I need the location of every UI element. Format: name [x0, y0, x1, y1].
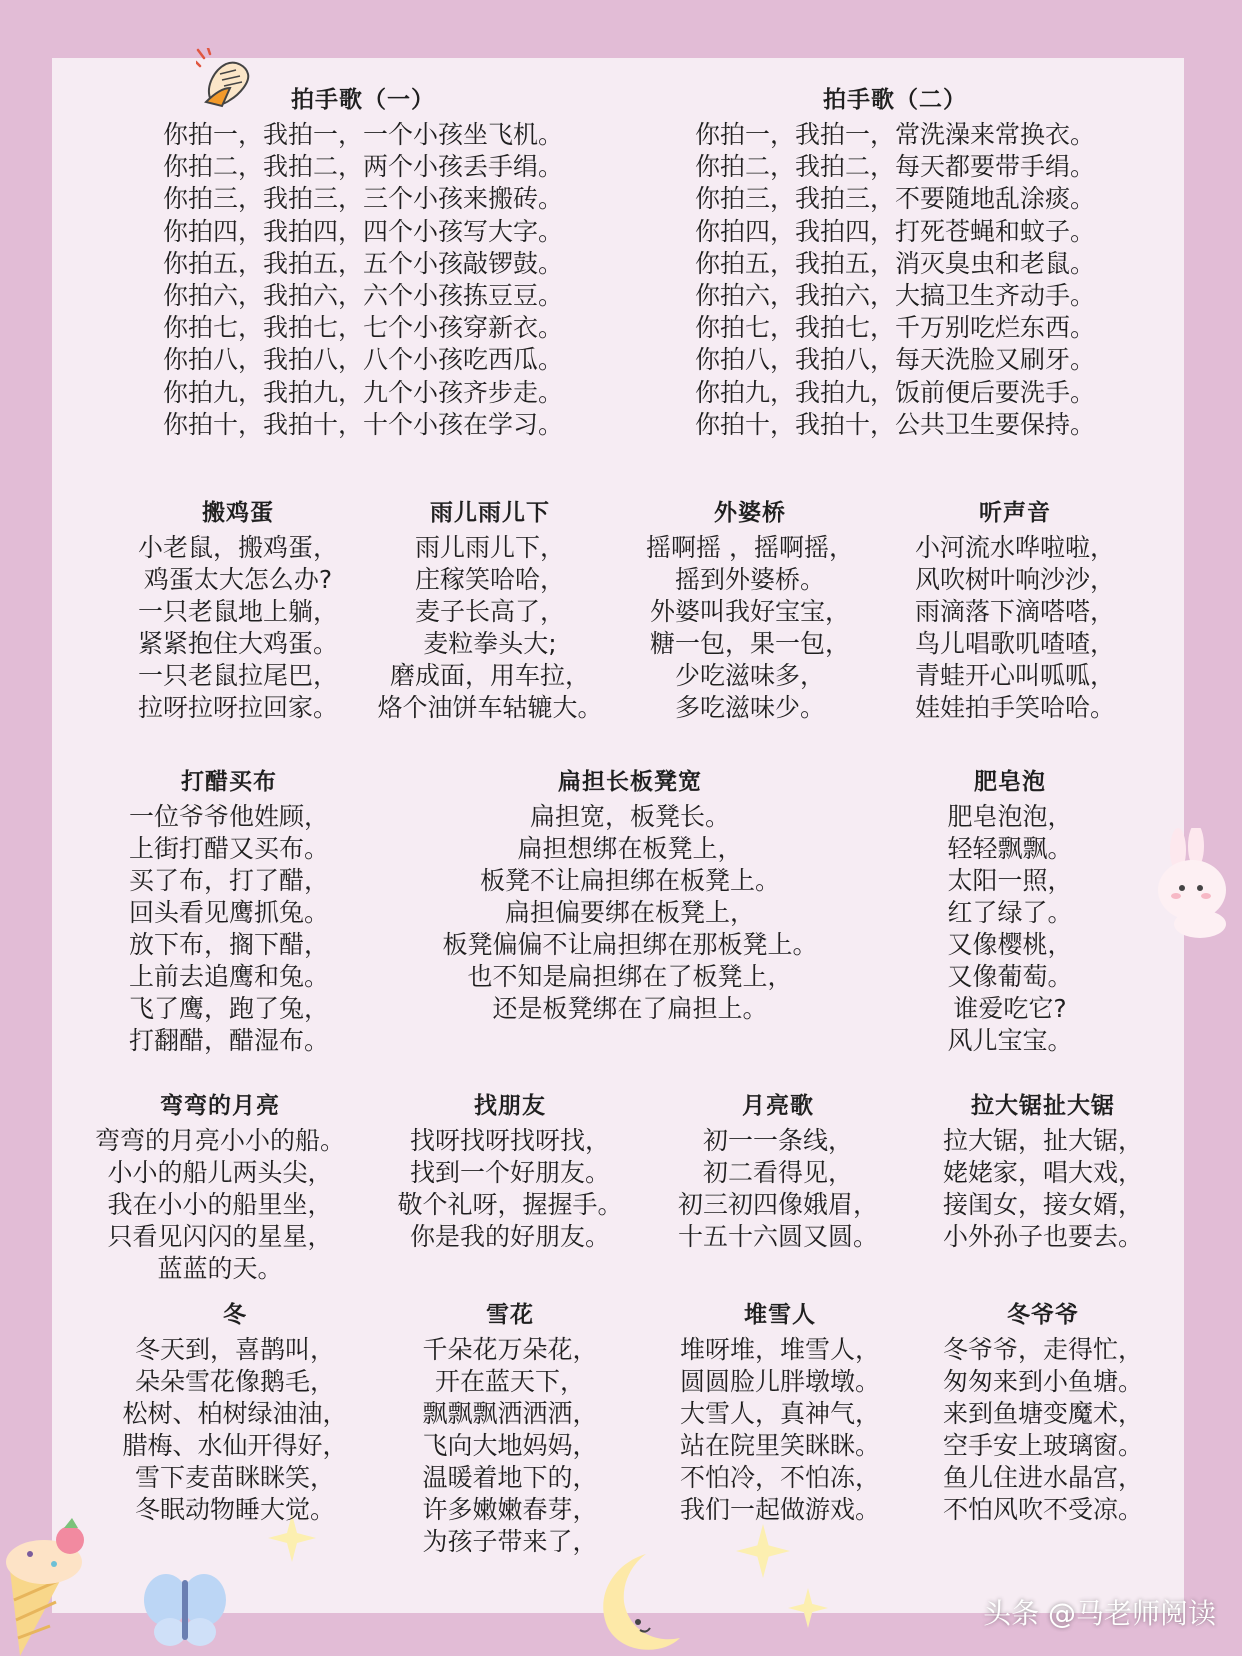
- poem-line: 雨滴落下滴嗒嗒，: [914, 597, 1115, 626]
- poem-line: 轻轻飘飘。: [947, 834, 1073, 863]
- poem-title: 扁担长板凳宽: [558, 769, 702, 795]
- poem-title: 冬爷爷: [1007, 1302, 1079, 1328]
- poem-line: 飞了鹰，跑了兔，: [128, 994, 329, 1023]
- poem-line: 蓝蓝的天。: [157, 1254, 283, 1283]
- poem-rain: [360, 498, 620, 724]
- poem-line: 初二看得见，: [702, 1158, 853, 1187]
- poem-line: 初一一条线，: [702, 1126, 853, 1155]
- poem-grandpa-winter: [918, 1300, 1168, 1526]
- poem-line: 扁担宽，板凳长。: [529, 802, 730, 831]
- poem-snowman: [650, 1300, 910, 1526]
- poem-line: 许多嫩嫩春芽，: [422, 1495, 598, 1524]
- poem-title: 月亮歌: [742, 1093, 814, 1119]
- poem-line: 我在小小的船里坐，: [107, 1190, 333, 1219]
- poem-line: 你拍九，我拍九，九个小孩齐步走。: [162, 377, 563, 407]
- poem-line: 风吹树叶响沙沙，: [914, 565, 1115, 594]
- poem-line: 肥皂泡泡，: [947, 802, 1073, 831]
- poem-line: 摇啊摇 ，摇啊摇，: [646, 533, 854, 562]
- poem-line: 你拍三，我拍三，三个小孩来搬砖。: [162, 184, 563, 214]
- poem-title: 肥皂泡: [974, 769, 1046, 795]
- poem-snowflakes: [380, 1300, 640, 1558]
- poem-line: 开在蓝天下，: [434, 1367, 585, 1396]
- poem-line: 你拍二，我拍二，两个小孩丢手绢。: [162, 152, 563, 182]
- sparkle-icon: [736, 1524, 790, 1578]
- poem-line: 你拍六，我拍六，大搞卫生齐动手。: [694, 281, 1095, 311]
- poem-line: 鸡蛋太大怎么办?: [143, 565, 333, 594]
- poem-line: 上街打醋又买布。: [128, 834, 329, 863]
- poem-line: 拉大锯，扯大锯，: [942, 1126, 1143, 1155]
- poem-line: 堆呀堆，堆雪人，: [679, 1335, 880, 1364]
- poem-line: 不怕风吹不受凉。: [942, 1495, 1143, 1524]
- poem-line: 扁担想绑在板凳上，: [517, 834, 743, 863]
- poem-line: 磨成面，用车拉，: [389, 661, 590, 690]
- poem-line: 不怕冷，不怕冻，: [679, 1463, 880, 1492]
- poem-line: 你拍十，我拍十，公共卫生要保持。: [694, 409, 1095, 439]
- poem-line: 圆圆脸儿胖墩墩。: [679, 1367, 880, 1396]
- poem-line: 一只老鼠拉尾巴，: [137, 661, 338, 690]
- poem-line: 摇到外婆桥。: [674, 565, 825, 594]
- poem-title: 找朋友: [474, 1093, 546, 1119]
- poem-soap-bubbles: [900, 767, 1120, 1057]
- poem-line: 放下布，搁下醋，: [128, 930, 329, 959]
- poem-line: 匆匆来到小鱼塘。: [942, 1367, 1143, 1396]
- poem-line: 谁爱吃它?: [953, 994, 1067, 1023]
- poem-line: 鱼儿住进水晶宫，: [942, 1463, 1143, 1492]
- poem-line: 弯弯的月亮小小的船。: [94, 1126, 345, 1155]
- poem-title: 拍手歌（二）: [823, 87, 967, 113]
- poem-line: 你是我的好朋友。: [409, 1222, 610, 1251]
- poem-line: 红了绿了。: [947, 898, 1073, 927]
- poem-line: 一位爷爷他姓顾，: [128, 802, 329, 831]
- poem-title: 外婆桥: [714, 500, 786, 526]
- poem-line: 紧紧抱住大鸡蛋。: [137, 629, 338, 658]
- poem-line: 小小的船儿两头尖，: [107, 1158, 333, 1187]
- poem-title: 拍手歌（一）: [291, 87, 435, 113]
- poem-line: 你拍八，我拍八，八个小孩吃西瓜。: [162, 345, 563, 375]
- poem-line: 板凳偏偏不让扁担绑在那板凳上。: [442, 930, 818, 959]
- poem-line: 你拍二，我拍二，每天都要带手绢。: [694, 152, 1095, 182]
- poem-line: 姥姥家，唱大戏，: [942, 1158, 1143, 1187]
- poem-line: 庄稼笑哈哈，: [414, 565, 565, 594]
- poem-line: 风儿宝宝。: [947, 1026, 1073, 1055]
- poem-line: 你拍八，我拍八，每天洗脸又刷牙。: [694, 345, 1095, 375]
- poem-listen-sounds: [890, 498, 1140, 724]
- poem-line: 太阳一照，: [947, 866, 1073, 895]
- poem-line: 回头看见鹰抓兔。: [128, 898, 329, 927]
- sparkle-icon: [788, 1588, 828, 1628]
- poem-line: 拉呀拉呀拉回家。: [137, 693, 338, 722]
- poem-title: 弯弯的月亮: [160, 1093, 280, 1119]
- poem-line: 你拍七，我拍七，千万别吃烂东西。: [694, 313, 1095, 343]
- poem-line: 买了布，打了醋，: [128, 866, 329, 895]
- poem-line: 还是板凳绑在了扁担上。: [492, 994, 768, 1023]
- poem-line: 娃娃拍手笑哈哈。: [914, 693, 1115, 722]
- poem-line: 一只老鼠地上躺，: [137, 597, 338, 626]
- poem-vinegar-cloth: [104, 767, 354, 1057]
- poem-title: 拉大锯扯大锯: [971, 1093, 1115, 1119]
- poem-line: 敬个礼呀，握握手。: [397, 1190, 623, 1219]
- poem-line: 来到鱼塘变魔术，: [942, 1399, 1143, 1428]
- poem-line: 外婆叫我好宝宝，: [649, 597, 850, 626]
- watermark-text: 头条 @马老师阅读: [983, 1597, 1216, 1630]
- poem-title: 搬鸡蛋: [202, 500, 274, 526]
- poem-title: 雨儿雨儿下: [430, 500, 550, 526]
- poem-line: 你拍一，我拍一，一个小孩坐飞机。: [162, 120, 563, 149]
- poem-title: 打醋买布: [181, 769, 277, 795]
- poem-winter: [100, 1300, 370, 1526]
- poem-line: 雪下麦苗眯眯笑，: [134, 1463, 335, 1492]
- poem-line: 打翻醋，醋湿布。: [128, 1026, 329, 1055]
- poem-line: 腊梅、水仙开得好，: [122, 1431, 348, 1460]
- poem-line: 为孩子带来了，: [422, 1527, 598, 1556]
- butterfly-icon: [140, 1570, 230, 1650]
- poem-line: 你拍九，我拍九，饭前便后要洗手。: [694, 377, 1095, 407]
- moon-icon: [582, 1548, 682, 1656]
- poem-line: 飘飘飘洒洒洒，: [422, 1399, 598, 1428]
- poem-line: 也不知是扁担绑在了板凳上，: [467, 962, 793, 991]
- poem-line: 冬眠动物睡大觉。: [134, 1495, 335, 1524]
- poem-line: 糖一包，果一包，: [649, 629, 850, 658]
- poem-line: 接闺女，接女婿，: [942, 1190, 1143, 1219]
- poem-line: 你拍十，我拍十，十个小孩在学习。: [162, 409, 563, 439]
- poem-crescent-moon: [80, 1091, 360, 1285]
- poem-line: 找到一个好朋友。: [409, 1158, 610, 1187]
- poem-line: 站在院里笑眯眯。: [679, 1431, 880, 1460]
- poem-line: 你拍六，我拍六，六个小孩拣豆豆。: [162, 281, 563, 311]
- poem-line: 你拍四，我拍四，四个小孩写大字。: [162, 216, 563, 246]
- poem-line: 你拍七，我拍七，七个小孩穿新衣。: [162, 313, 563, 343]
- poem-title: 听声音: [979, 500, 1051, 526]
- poem-line: 找呀找呀找呀找，: [409, 1126, 610, 1155]
- poem-line: 扁担偏要绑在板凳上，: [504, 898, 755, 927]
- poem-line: 又像葡萄。: [947, 962, 1073, 991]
- poem-line: 大雪人，真神气，: [679, 1399, 880, 1428]
- poem-line: 十五十六圆又圆。: [677, 1222, 878, 1251]
- poem-line: 小老鼠，搬鸡蛋，: [137, 533, 338, 562]
- poem-line: 板凳不让扁担绑在板凳上。: [479, 866, 780, 895]
- poem-line: 温暖着地下的，: [422, 1463, 598, 1492]
- poem-line: 小河流水哗啦啦，: [914, 533, 1115, 562]
- bunny-sticker-icon: [1156, 828, 1242, 938]
- poem-clapping-song-1: [128, 85, 598, 441]
- poem-line: 飞向大地妈妈，: [422, 1431, 598, 1460]
- poem-title: 冬: [223, 1302, 247, 1328]
- poem-line: 青蛙开心叫呱呱，: [914, 661, 1115, 690]
- poem-line: 雨儿雨儿下，: [414, 533, 565, 562]
- poem-grandma-bridge: [630, 498, 870, 724]
- poem-line: 空手安上玻璃窗。: [942, 1431, 1143, 1460]
- ice-cream-icon: [0, 1510, 110, 1656]
- poem-moon-song: [658, 1091, 898, 1253]
- poem-find-friends: [380, 1091, 640, 1253]
- poem-line: 你拍五，我拍五，消灭臭虫和老鼠。: [694, 248, 1095, 278]
- poem-line: 冬爷爷，走得忙，: [942, 1335, 1143, 1364]
- poem-line: 小外孙子也要去。: [942, 1222, 1143, 1251]
- poem-title: 雪花: [486, 1302, 534, 1328]
- poem-title: 堆雪人: [744, 1302, 816, 1328]
- poem-line: 朵朵雪花像鹅毛，: [134, 1367, 335, 1396]
- poem-line: 初三初四像娥眉，: [677, 1190, 878, 1219]
- poem-moving-eggs: [108, 498, 368, 724]
- poem-line: 上前去追鹰和兔。: [128, 962, 329, 991]
- poem-line: 你拍四，我拍四，打死苍蝇和蚊子。: [694, 216, 1095, 246]
- poem-big-saw: [918, 1091, 1168, 1253]
- poem-line: 麦子长高了，: [414, 597, 565, 626]
- poem-line: 你拍三，我拍三，不要随地乱涂痰。: [694, 184, 1095, 214]
- poem-line: 只看见闪闪的星星，: [107, 1222, 333, 1251]
- poem-line: 多吃滋味少。: [674, 693, 825, 722]
- poem-line: 鸟儿唱歌叽喳喳，: [914, 629, 1115, 658]
- poem-line: 冬天到，喜鹊叫，: [134, 1335, 335, 1364]
- poem-line: 麦粒拳头大;: [423, 629, 557, 658]
- poem-line: 我们一起做游戏。: [679, 1495, 880, 1524]
- poem-line: 你拍五，我拍五，五个小孩敲锣鼓。: [162, 248, 563, 278]
- poem-line: 烙个油饼车轱辘大。: [377, 693, 603, 722]
- poem-line: 松树、柏树绿油油，: [122, 1399, 348, 1428]
- poem-line: 你拍一，我拍一，常洗澡来常换衣。: [694, 120, 1095, 149]
- poem-line: 千朵花万朵花，: [422, 1335, 598, 1364]
- poem-line: 少吃滋味多，: [674, 661, 825, 690]
- poem-line: 又像樱桃，: [947, 930, 1073, 959]
- poem-pole-bench: [400, 767, 860, 1025]
- poem-clapping-song-2: [660, 85, 1130, 441]
